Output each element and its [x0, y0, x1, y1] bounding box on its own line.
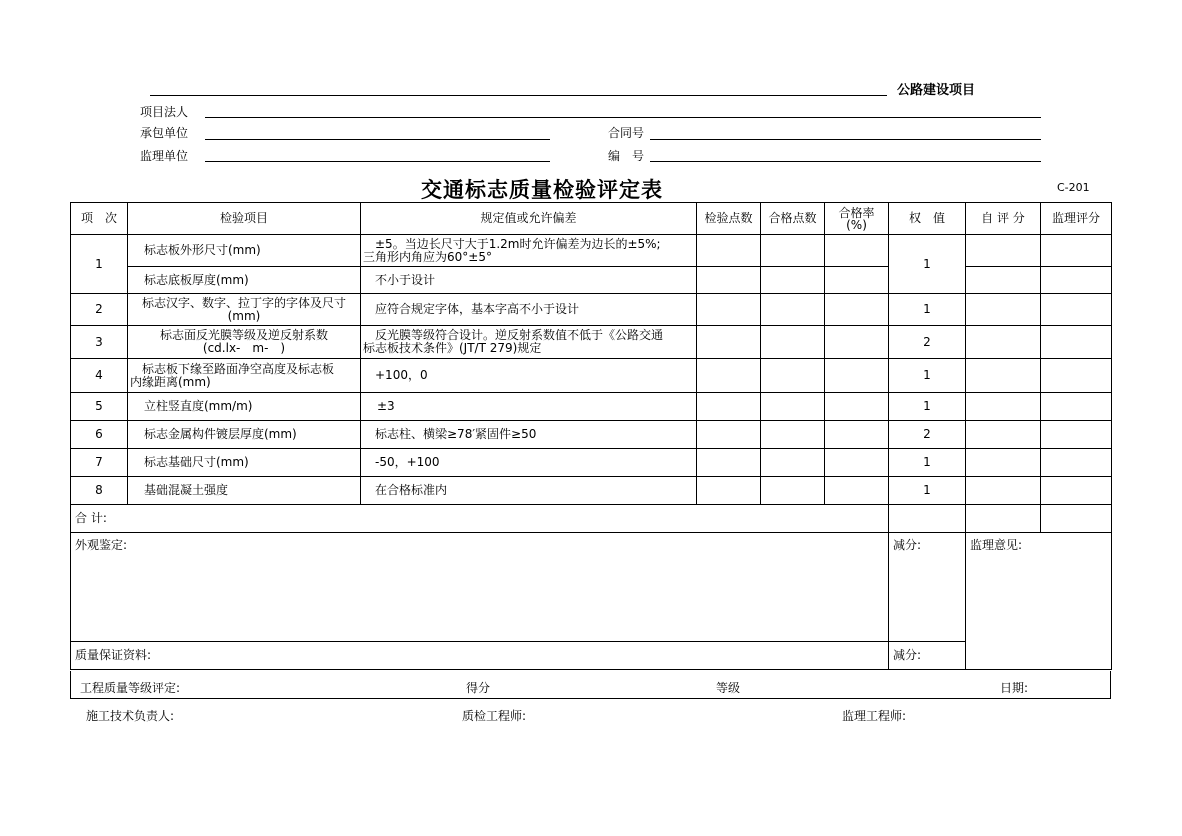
quality-docs-field[interactable]: 质量保证资料:: [71, 642, 889, 670]
appearance-deduct-field[interactable]: 减分:: [889, 533, 966, 642]
row-spec: ±5。当边长尺寸大于1.2m时允许偏差为边长的±5%; 三角形内角应为60°±5°: [361, 235, 697, 267]
pass-points-cell[interactable]: [761, 235, 825, 267]
row-weight: 2: [889, 421, 966, 449]
pass-points-cell[interactable]: [761, 421, 825, 449]
check-points-cell[interactable]: [697, 294, 761, 326]
self-score-cell[interactable]: [966, 421, 1041, 449]
supervisor-opinion-field[interactable]: 监理意见:: [966, 533, 1112, 670]
pass-rate-cell[interactable]: [825, 267, 889, 294]
row-weight: 1: [889, 235, 966, 294]
check-points-cell[interactable]: [697, 421, 761, 449]
row-no: 1: [71, 235, 128, 294]
project-suffix: 公路建设项目: [897, 83, 976, 98]
row-no: 2: [71, 294, 128, 326]
supervisor-unit-label: 监理单位: [140, 149, 189, 163]
table-row: [71, 477, 1112, 505]
total-weight-cell[interactable]: [889, 505, 966, 533]
table-row: [71, 449, 1112, 477]
form-title: 交通标志质量检验评定表: [421, 178, 663, 202]
row-spec: 不小于设计: [361, 267, 697, 294]
inspection-table: [70, 202, 1112, 670]
row-item-name: 标志面反光膜等级及逆反射系数 (cd.lx- m- ): [128, 326, 361, 359]
table-row: [71, 294, 1112, 326]
check-points-cell[interactable]: [697, 326, 761, 359]
col-inspection-item: 检验项目: [128, 203, 361, 235]
pass-points-cell[interactable]: [761, 477, 825, 505]
serial-no-field-line[interactable]: [650, 161, 1041, 162]
grade-eval-label: 工程质量等级评定:: [80, 681, 181, 695]
score-label: 得分: [466, 681, 491, 695]
col-check-points: 检验点数: [697, 203, 761, 235]
row-spec: ±3: [361, 393, 697, 421]
pass-points-cell[interactable]: [761, 393, 825, 421]
contract-no-field-line[interactable]: [650, 139, 1041, 140]
contract-no-label: 合同号: [608, 126, 645, 140]
owner-label: 项目法人: [140, 105, 189, 119]
supervisor-score-cell[interactable]: [1041, 477, 1112, 505]
row-spec: +100，0: [361, 359, 697, 393]
row-item-name: 标志金属构件镀层厚度(mm): [128, 421, 361, 449]
total-self-score-cell[interactable]: [966, 505, 1041, 533]
row-item-name: 标志基础尺寸(mm): [128, 449, 361, 477]
pass-points-cell[interactable]: [761, 449, 825, 477]
row-weight: 1: [889, 477, 966, 505]
row-spec: 在合格标准内: [361, 477, 697, 505]
appearance-row: [71, 533, 1112, 642]
check-points-cell[interactable]: [697, 477, 761, 505]
date-label: 日期:: [1000, 681, 1029, 695]
supervising-engineer-label: 监理工程师:: [842, 709, 907, 723]
row-item-name: 标志汉字、数字、拉丁字的字体及尺寸 (mm): [128, 294, 361, 326]
check-points-cell[interactable]: [697, 449, 761, 477]
table-row: [71, 235, 1112, 267]
self-score-cell[interactable]: [966, 359, 1041, 393]
row-item-name: 标志底板厚度(mm): [128, 267, 361, 294]
table-header-row: [71, 203, 1112, 235]
pass-rate-cell[interactable]: [825, 449, 889, 477]
supervisor-unit-field-line[interactable]: [205, 161, 550, 162]
col-self-score: 自 评 分: [966, 203, 1041, 235]
supervisor-score-cell[interactable]: [1041, 235, 1112, 267]
row-item-name: 立柱竖直度(mm/m): [128, 393, 361, 421]
form-code: C-201: [1057, 181, 1090, 194]
pass-rate-cell[interactable]: [825, 477, 889, 505]
row-spec: 反光膜等级符合设计。逆反射系数值不低于《公路交通 标志板技术条件》(JT/T 279)规定: [361, 326, 697, 359]
pass-points-cell[interactable]: [761, 359, 825, 393]
row-item-name: 基础混凝土强度: [128, 477, 361, 505]
row-no: 6: [71, 421, 128, 449]
check-points-cell[interactable]: [697, 359, 761, 393]
pass-points-cell[interactable]: [761, 326, 825, 359]
self-score-cell[interactable]: [966, 326, 1041, 359]
pass-rate-cell[interactable]: [825, 294, 889, 326]
pass-rate-cell[interactable]: [825, 235, 889, 267]
self-score-cell[interactable]: [966, 294, 1041, 326]
row-item-name: 标志板外形尺寸(mm): [128, 235, 361, 267]
self-score-cell[interactable]: [966, 267, 1041, 294]
quality-docs-deduct-field[interactable]: 减分:: [889, 642, 966, 670]
row-weight: 1: [889, 359, 966, 393]
pass-points-cell[interactable]: [761, 267, 825, 294]
supervisor-score-cell[interactable]: [1041, 393, 1112, 421]
supervisor-score-cell[interactable]: [1041, 421, 1112, 449]
self-score-cell[interactable]: [966, 477, 1041, 505]
total-supervisor-score-cell[interactable]: [1041, 505, 1112, 533]
col-pass-points: 合格点数: [761, 203, 825, 235]
row-no: 3: [71, 326, 128, 359]
col-weight: 权 值: [889, 203, 966, 235]
row-weight: 1: [889, 449, 966, 477]
self-score-cell[interactable]: [966, 393, 1041, 421]
row-weight: 1: [889, 393, 966, 421]
col-pass-rate: 合格率 (%): [825, 203, 889, 235]
supervisor-score-cell[interactable]: [1041, 294, 1112, 326]
row-no: 8: [71, 477, 128, 505]
check-points-cell[interactable]: [697, 393, 761, 421]
supervisor-score-cell[interactable]: [1041, 359, 1112, 393]
appearance-field[interactable]: 外观鉴定:: [71, 533, 889, 642]
self-score-cell[interactable]: [966, 449, 1041, 477]
row-spec: 应符合规定字体，基本字高不小于设计: [361, 294, 697, 326]
total-label: 合 计:: [71, 505, 889, 533]
serial-no-label: 编 号: [608, 149, 645, 163]
row-no: 4: [71, 359, 128, 393]
check-points-cell[interactable]: [697, 267, 761, 294]
row-item-name: 标志板下缘至路面净空高度及标志板 内缘距离(mm): [128, 359, 361, 393]
supervisor-score-cell[interactable]: [1041, 326, 1112, 359]
supervisor-score-cell[interactable]: [1041, 267, 1112, 294]
owner-field-line[interactable]: [205, 117, 1041, 118]
table-row: [71, 359, 1112, 393]
table-row: [71, 393, 1112, 421]
pass-points-cell[interactable]: [761, 294, 825, 326]
col-supervisor-score: 监理评分: [1041, 203, 1112, 235]
qc-engineer-label: 质检工程师:: [462, 709, 527, 723]
grade-evaluation-row: [70, 671, 1111, 699]
col-item-no: 项 次: [71, 203, 128, 235]
pass-rate-cell[interactable]: [825, 359, 889, 393]
contractor-field-line[interactable]: [205, 139, 550, 140]
pass-rate-cell[interactable]: [825, 421, 889, 449]
check-points-cell[interactable]: [697, 235, 761, 267]
construction-lead-label: 施工技术负责人:: [86, 709, 175, 723]
pass-rate-cell[interactable]: [825, 326, 889, 359]
contractor-label: 承包单位: [140, 126, 189, 140]
table-row: [71, 421, 1112, 449]
supervisor-score-cell[interactable]: [1041, 449, 1112, 477]
row-weight: 2: [889, 326, 966, 359]
project-name-line[interactable]: [150, 95, 887, 96]
row-weight: 1: [889, 294, 966, 326]
pass-rate-cell[interactable]: [825, 393, 889, 421]
grade-label: 等级: [716, 681, 741, 695]
quality-docs-row: [71, 642, 1112, 670]
table-row: [71, 326, 1112, 359]
row-no: 7: [71, 449, 128, 477]
col-spec: 规定值或允许偏差: [361, 203, 697, 235]
row-no: 5: [71, 393, 128, 421]
total-row: [71, 505, 1112, 533]
row-spec: -50，+100: [361, 449, 697, 477]
self-score-cell[interactable]: [966, 235, 1041, 267]
row-spec: 标志柱、横梁≥78′紧固件≥50: [361, 421, 697, 449]
